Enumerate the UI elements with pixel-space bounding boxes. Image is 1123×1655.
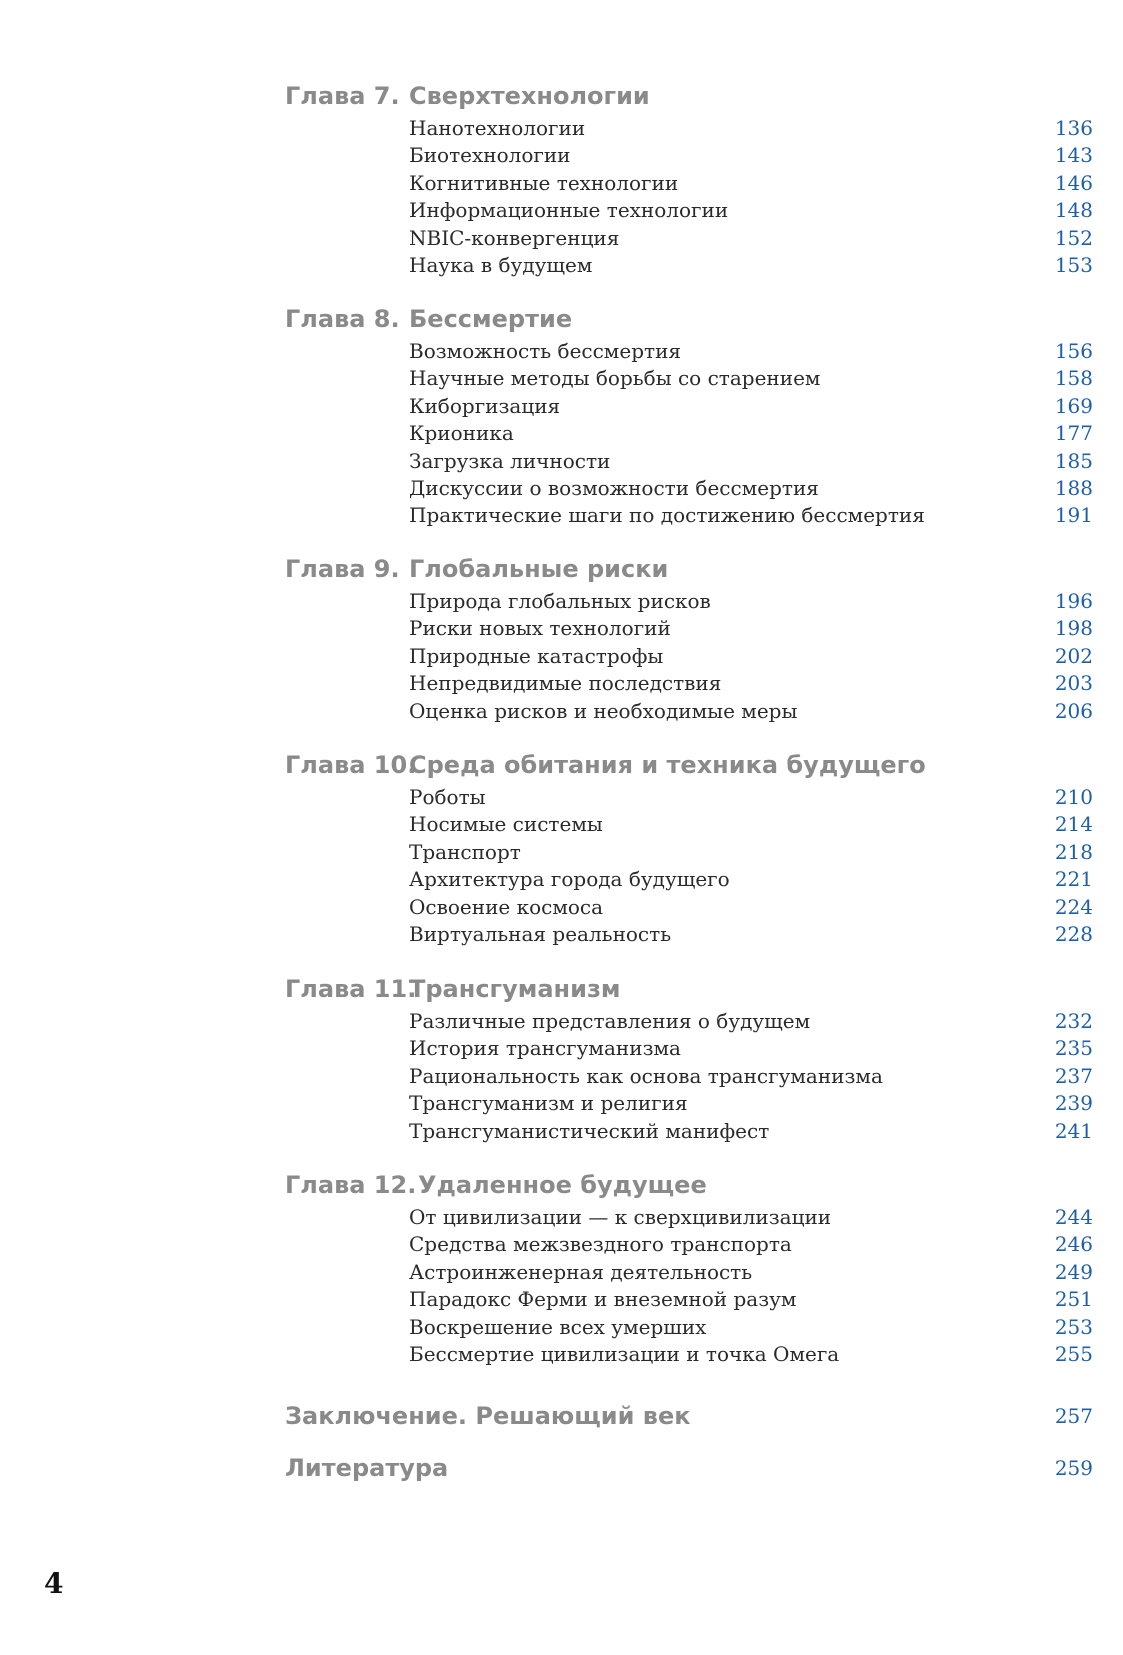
toc-entry[interactable]: [285, 1090, 1093, 1117]
chapter-label: Глава 7.: [285, 82, 400, 110]
entry-title: От цивилизации — к сверхцивилизации: [409, 1205, 832, 1229]
page-number: 191: [1054, 503, 1093, 528]
toc-entry[interactable]: [285, 894, 1093, 921]
chapter-title: Среда обитания и техника будущего: [409, 751, 926, 779]
chapter-title: Удаленное будущее: [418, 1171, 707, 1199]
toc-entry[interactable]: [285, 365, 1093, 392]
entry-title: Загрузка личности: [409, 448, 611, 473]
entry-title: Носимые системы: [409, 812, 603, 837]
toc-entry[interactable]: [285, 839, 1093, 866]
entry-title: Трансгуманизм и религия: [409, 1091, 688, 1116]
entry-title: Трансгуманистический манифест: [409, 1118, 770, 1143]
page-number: 146: [1054, 170, 1093, 195]
entry-title: Нанотехнологии: [409, 116, 586, 140]
entry-title: Роботы: [409, 785, 486, 809]
entry-title: Крионика: [409, 421, 514, 446]
literature-title: Литература: [285, 1454, 449, 1482]
chapter-8: [285, 300, 1093, 530]
chapter-title: Трансгуманизм: [409, 975, 621, 1003]
page-number: 158: [1054, 366, 1093, 391]
chapter-11: [285, 970, 1093, 1145]
chapter-title: Бессмертие: [409, 305, 573, 333]
entry-list: [285, 1008, 1093, 1145]
toc-entry[interactable]: [285, 866, 1093, 893]
entry-title: Киборгизация: [409, 393, 561, 418]
toc-entry[interactable]: [285, 698, 1093, 725]
toc-entry[interactable]: [285, 784, 1093, 811]
toc-entry[interactable]: [285, 643, 1093, 670]
page-number: 257: [1054, 1404, 1093, 1428]
page-number: 177: [1054, 421, 1093, 446]
toc-entry[interactable]: [285, 142, 1093, 169]
entry-title: Информационные технологии: [409, 198, 729, 223]
toc-entry[interactable]: [285, 921, 1093, 948]
chapter-7: [285, 77, 1093, 279]
entry-list: [285, 338, 1093, 530]
entry-title: Рациональность как основа трансгуманизма: [409, 1063, 883, 1088]
entry-title: Воскрешение всех умерших: [409, 1314, 707, 1339]
toc-entry[interactable]: [285, 1118, 1093, 1145]
entry-title: Дискуссии о возможности бессмертия: [409, 475, 819, 500]
page-number: 185: [1054, 448, 1093, 473]
page-number: 221: [1054, 867, 1093, 892]
page-number: 259: [1054, 1456, 1093, 1480]
chapter-9: [285, 550, 1093, 725]
page-number: 153: [1054, 252, 1093, 277]
chapter-label: Глава 11.: [285, 975, 417, 1003]
entry-title: Освоение космоса: [409, 894, 604, 919]
toc-entry[interactable]: [285, 338, 1093, 365]
chapter-label: Глава 8.: [285, 305, 400, 333]
chapter-label: Глава 12.: [285, 1171, 417, 1199]
entry-title: Виртуальная реальность: [409, 921, 672, 946]
toc-entry[interactable]: [285, 448, 1093, 475]
page-number: 246: [1054, 1232, 1093, 1257]
chapter-heading: [285, 746, 1093, 784]
page-number: 235: [1054, 1036, 1093, 1061]
page-number: 188: [1054, 475, 1093, 500]
page-number: 241: [1054, 1118, 1093, 1143]
page-number: 224: [1054, 894, 1093, 919]
toc-entry[interactable]: [285, 252, 1093, 279]
entry-title: Риски новых технологий: [409, 616, 671, 641]
conclusion-title: Заключение. Решающий век: [285, 1402, 691, 1430]
chapter-label: Глава 9.: [285, 555, 400, 583]
page-number: 169: [1054, 393, 1093, 418]
entry-title: Оценка рисков и необходимые меры: [409, 698, 798, 723]
toc-entry[interactable]: [285, 811, 1093, 838]
chapter-heading: [285, 77, 1093, 115]
chapter-heading: [285, 300, 1093, 338]
page-number: 237: [1054, 1063, 1093, 1088]
entry-list: [285, 1204, 1093, 1368]
toc-entry[interactable]: [285, 615, 1093, 642]
entry-title: Парадокс Ферми и внеземной разум: [409, 1287, 797, 1312]
page-number: 143: [1054, 143, 1093, 168]
chapter-heading: [285, 550, 1093, 588]
page-folio: 4: [44, 1567, 64, 1600]
page-number: 251: [1054, 1287, 1093, 1312]
toc-entry[interactable]: [285, 170, 1093, 197]
chapter-heading: [285, 970, 1093, 1008]
toc-entry-conclusion[interactable]: [285, 1396, 1093, 1436]
toc-entry[interactable]: [285, 1204, 1093, 1231]
page-number: 214: [1054, 812, 1093, 837]
page-number: 156: [1054, 339, 1093, 363]
page-number: 152: [1054, 225, 1093, 250]
entry-title: Практические шаги по достижению бессмертия: [409, 503, 925, 528]
entry-title: Непредвидимые последствия: [409, 671, 722, 696]
page-number: 196: [1054, 589, 1093, 613]
toc-entry-literature[interactable]: [285, 1448, 1093, 1488]
entry-title: Бессмертие цивилизации и точка Омега: [409, 1341, 840, 1366]
chapter-12: [285, 1166, 1093, 1368]
entry-title: Астроинженерная деятельность: [409, 1259, 753, 1284]
toc-entry[interactable]: [285, 225, 1093, 252]
toc-entry[interactable]: [285, 1063, 1093, 1090]
chapter-title: Глобальные риски: [409, 555, 669, 583]
page-number: 198: [1054, 616, 1093, 641]
page-number: 210: [1054, 785, 1093, 809]
toc-entry[interactable]: [285, 670, 1093, 697]
entry-title: Природа глобальных рисков: [409, 589, 711, 613]
toc-entry[interactable]: [285, 588, 1093, 615]
toc-entry[interactable]: [285, 393, 1093, 420]
chapter-10: [285, 746, 1093, 948]
page-number: 218: [1054, 839, 1093, 864]
page-number: 232: [1054, 1009, 1093, 1033]
toc-entry[interactable]: [285, 1314, 1093, 1341]
entry-list: [285, 784, 1093, 948]
toc-entry[interactable]: [285, 197, 1093, 224]
entry-list: [285, 115, 1093, 279]
toc-entry[interactable]: [285, 1231, 1093, 1258]
page-number: 136: [1054, 116, 1093, 140]
page-number: 148: [1054, 198, 1093, 223]
entry-title: NBIC-конвергенция: [409, 225, 620, 250]
entry-title: Научные методы борьбы со старением: [409, 366, 821, 391]
page-number: 228: [1054, 921, 1093, 946]
toc-entry[interactable]: [285, 420, 1093, 447]
toc-entry[interactable]: [285, 1259, 1093, 1286]
page-number: 249: [1054, 1259, 1093, 1284]
toc-entry[interactable]: [285, 1008, 1093, 1035]
chapter-title: Сверхтехнологии: [409, 82, 650, 110]
entry-title: Архитектура города будущего: [409, 867, 730, 892]
toc-entry[interactable]: [285, 1341, 1093, 1368]
entry-title: Биотехнологии: [409, 143, 571, 168]
chapter-label: Глава 10.: [285, 751, 417, 779]
toc-entry[interactable]: [285, 502, 1093, 529]
entry-title: История трансгуманизма: [409, 1036, 681, 1061]
toc-entry[interactable]: [285, 1035, 1093, 1062]
page-number: 255: [1054, 1341, 1093, 1366]
toc-entry[interactable]: [285, 475, 1093, 502]
page-number: 203: [1054, 671, 1093, 696]
page-number: 206: [1054, 698, 1093, 723]
page-number: 244: [1054, 1205, 1093, 1229]
entry-title: Возможность бессмертия: [409, 339, 682, 363]
entry-title: Когнитивные технологии: [409, 170, 679, 195]
entry-title: Природные катастрофы: [409, 643, 664, 668]
page-number: 253: [1054, 1314, 1093, 1339]
page-number: 202: [1054, 643, 1093, 668]
page-number: 239: [1054, 1091, 1093, 1116]
entry-title: Различные представления о будущем: [409, 1009, 811, 1033]
chapter-heading: [285, 1166, 1093, 1204]
entry-title: Транспорт: [409, 839, 521, 864]
toc-entry[interactable]: [285, 1286, 1093, 1313]
toc-entry[interactable]: [285, 115, 1093, 142]
entry-title: Наука в будущем: [409, 252, 593, 277]
entry-title: Средства межзвездного транспорта: [409, 1232, 792, 1257]
entry-list: [285, 588, 1093, 725]
